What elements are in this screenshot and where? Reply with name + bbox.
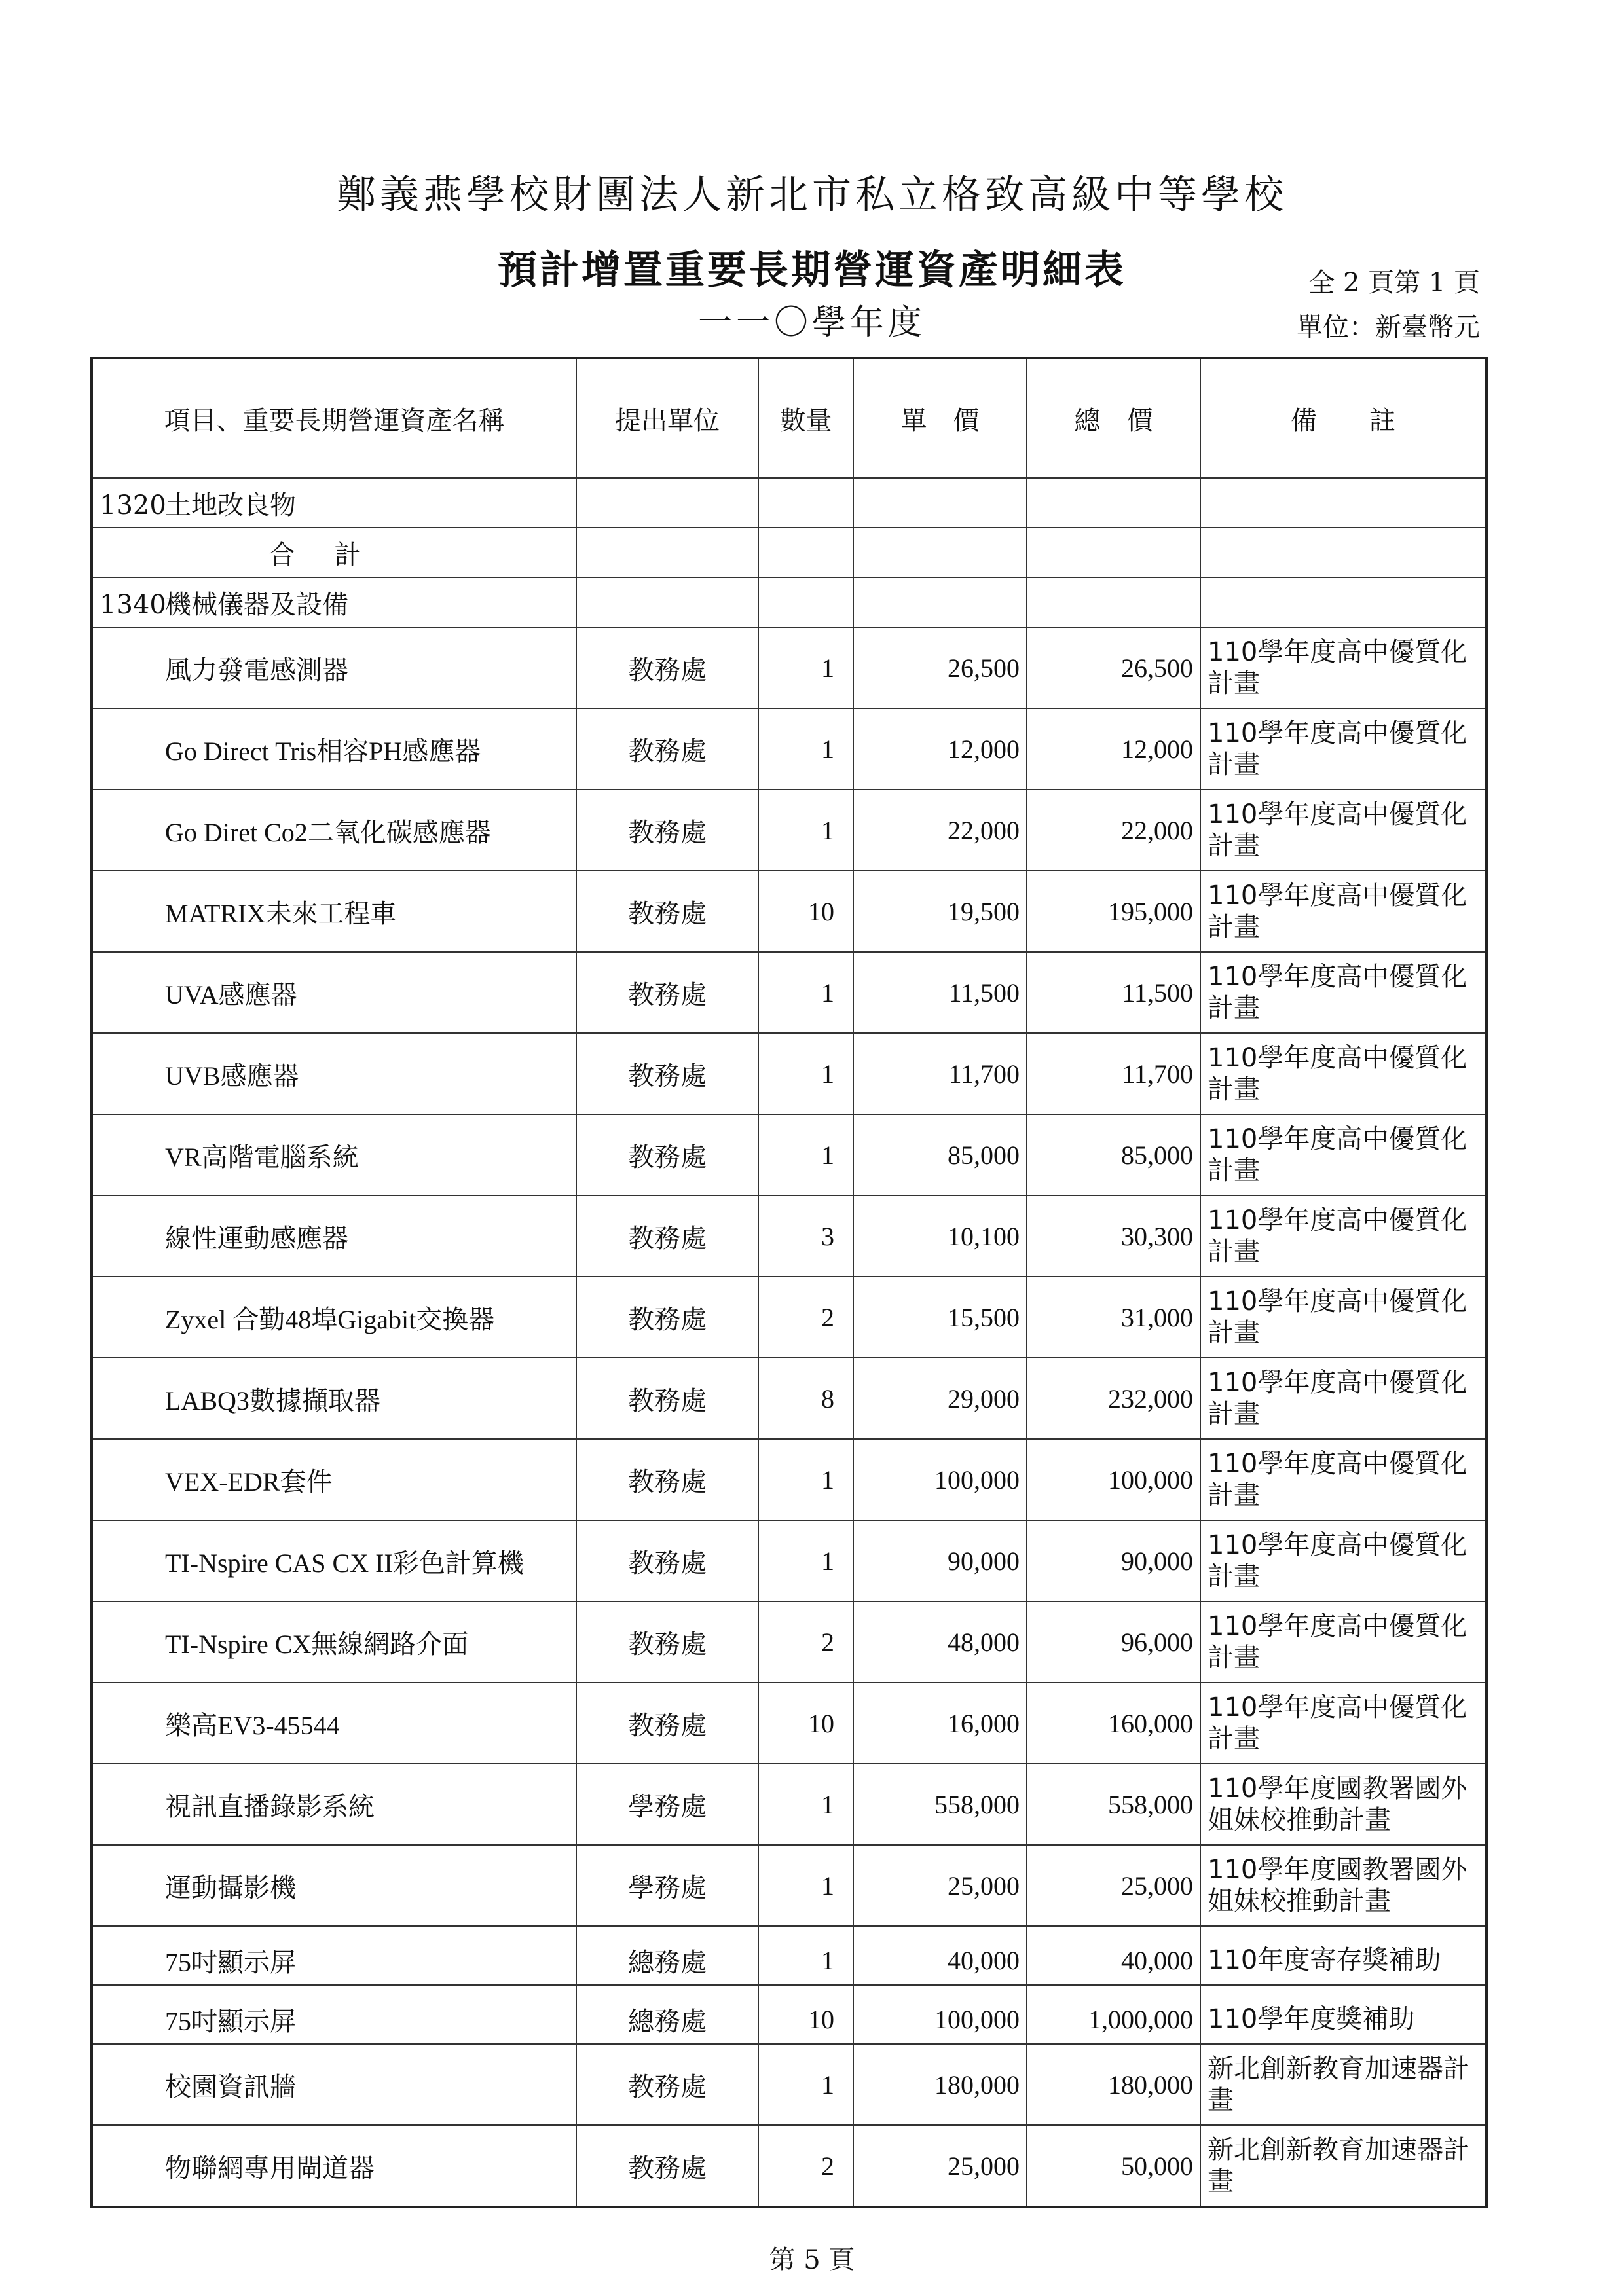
item-unit: 學務處 [576, 1764, 758, 1845]
table-row [92, 627, 1486, 708]
item-remark: 110學年度高中優質化計畫 [1200, 1520, 1486, 1601]
item-unit: 教務處 [576, 1601, 758, 1683]
item-name: UVB感應器 [92, 1033, 576, 1114]
item-unit: 教務處 [576, 871, 758, 952]
item-price: 11,700 [853, 1033, 1027, 1114]
currency-unit: 單位：新臺幣元 [1297, 312, 1480, 342]
item-price: 15,500 [853, 1277, 1027, 1358]
item-qty: 2 [758, 2125, 853, 2207]
item-unit: 教務處 [576, 1520, 758, 1601]
item-price: 25,000 [853, 2125, 1027, 2207]
item-unit: 教務處 [576, 1439, 758, 1520]
item-name: 75吋顯示屏 [92, 1985, 576, 2044]
item-price: 100,000 [853, 1439, 1027, 1520]
item-qty: 1 [758, 1033, 853, 1114]
item-price: 10,100 [853, 1195, 1027, 1277]
item-remark: 110學年度高中優質化計畫 [1200, 1114, 1486, 1195]
item-qty: 1 [758, 790, 853, 871]
item-price: 22,000 [853, 790, 1027, 871]
table-row [92, 1764, 1486, 1845]
section-label [92, 478, 576, 528]
item-name: 視訊直播錄影系統 [92, 1764, 576, 1845]
item-total: 11,500 [1027, 952, 1200, 1033]
item-total: 558,000 [1027, 1764, 1200, 1845]
item-remark: 110學年度高中優質化計畫 [1200, 708, 1486, 790]
table-row [92, 1520, 1486, 1601]
item-remark: 110學年度高中優質化計畫 [1200, 627, 1486, 708]
item-total: 50,000 [1027, 2125, 1200, 2207]
item-unit: 教務處 [576, 952, 758, 1033]
item-qty: 1 [758, 952, 853, 1033]
item-qty: 1 [758, 627, 853, 708]
item-total: 31,000 [1027, 1277, 1200, 1358]
table-row [92, 1439, 1486, 1520]
item-remark: 110學年度國教署國外姐妹校推動計畫 [1200, 1764, 1486, 1845]
item-unit: 教務處 [576, 708, 758, 790]
item-remark: 110學年度高中優質化計畫 [1200, 1601, 1486, 1683]
asset-table [90, 357, 1488, 2208]
item-total: 100,000 [1027, 1439, 1200, 1520]
item-remark: 新北創新教育加速器計畫 [1200, 2125, 1486, 2207]
item-name: MATRIX未來工程車 [92, 871, 576, 952]
table-row [92, 1195, 1486, 1277]
item-total: 30,300 [1027, 1195, 1200, 1277]
item-price: 29,000 [853, 1358, 1027, 1439]
item-total: 160,000 [1027, 1683, 1200, 1764]
item-price: 40,000 [853, 1926, 1027, 1985]
col-header-name: 項目、重要長期營運資產名稱 [92, 358, 576, 478]
col-header-unit: 提出單位 [576, 358, 758, 478]
item-name: TI-Nspire CAS CX II彩色計算機 [92, 1520, 576, 1601]
item-total: 85,000 [1027, 1114, 1200, 1195]
item-name: Zyxel 合勤48埠Gigabit交換器 [92, 1277, 576, 1358]
col-header-price: 單 價 [853, 358, 1027, 478]
item-total: 40,000 [1027, 1926, 1200, 1985]
section-label [92, 577, 576, 627]
item-unit: 教務處 [576, 790, 758, 871]
item-qty: 1 [758, 2044, 853, 2125]
table-row [92, 1926, 1486, 1985]
item-remark: 110學年度高中優質化計畫 [1200, 952, 1486, 1033]
item-name: 校園資訊牆 [92, 2044, 576, 2125]
item-total: 1,000,000 [1027, 1985, 1200, 2044]
item-name: Go Direct Tris相容PH感應器 [92, 708, 576, 790]
item-name: UVA感應器 [92, 952, 576, 1033]
item-qty: 10 [758, 1985, 853, 2044]
item-total: 11,700 [1027, 1033, 1200, 1114]
item-qty: 10 [758, 1683, 853, 1764]
item-total: 195,000 [1027, 871, 1200, 952]
item-name: 運動攝影機 [92, 1845, 576, 1926]
item-remark: 110學年度高中優質化計畫 [1200, 790, 1486, 871]
col-header-qty: 數量 [758, 358, 853, 478]
item-qty: 1 [758, 1114, 853, 1195]
table-row [92, 1033, 1486, 1114]
item-unit: 教務處 [576, 1033, 758, 1114]
item-unit: 教務處 [576, 2044, 758, 2125]
item-remark: 110學年度高中優質化計畫 [1200, 1683, 1486, 1764]
subtotal-label: 合計 [92, 528, 576, 577]
table-row [92, 2125, 1486, 2207]
item-price: 558,000 [853, 1764, 1027, 1845]
item-price: 25,000 [853, 1845, 1027, 1926]
item-price: 100,000 [853, 1985, 1027, 2044]
item-name: 物聯網專用閘道器 [92, 2125, 576, 2207]
section-row-1320 [92, 478, 1486, 528]
item-unit: 教務處 [576, 1195, 758, 1277]
section-code: 1320 [100, 490, 166, 520]
item-total: 232,000 [1027, 1358, 1200, 1439]
item-name: 75吋顯示屏 [92, 1926, 576, 1985]
item-unit: 總務處 [576, 1926, 758, 1985]
item-qty: 2 [758, 1601, 853, 1683]
table-row [92, 1985, 1486, 2044]
item-total: 12,000 [1027, 708, 1200, 790]
item-unit: 教務處 [576, 627, 758, 708]
subtotal-row [92, 528, 1486, 577]
item-qty: 1 [758, 1845, 853, 1926]
table-header-row [92, 358, 1486, 478]
col-header-remark: 備 註 [1200, 358, 1486, 478]
item-price: 26,500 [853, 627, 1027, 708]
item-name: Go Diret Co2二氧化碳感應器 [92, 790, 576, 871]
item-unit: 學務處 [576, 1845, 758, 1926]
academic-year: 一一〇學年度 [697, 303, 926, 342]
item-price: 85,000 [853, 1114, 1027, 1195]
item-unit: 教務處 [576, 2125, 758, 2207]
item-name: VEX-EDR套件 [92, 1439, 576, 1520]
item-price: 11,500 [853, 952, 1027, 1033]
item-remark: 110學年度高中優質化計畫 [1200, 1033, 1486, 1114]
item-price: 180,000 [853, 2044, 1027, 2125]
section-code: 1340 [100, 589, 166, 620]
item-name: LABQ3數據擷取器 [92, 1358, 576, 1439]
table-row [92, 1601, 1486, 1683]
table-row [92, 871, 1486, 952]
item-name: VR高階電腦系統 [92, 1114, 576, 1195]
col-header-total: 總 價 [1027, 358, 1200, 478]
item-unit: 教務處 [576, 1358, 758, 1439]
table-row [92, 708, 1486, 790]
item-total: 180,000 [1027, 2044, 1200, 2125]
table-row [92, 2044, 1486, 2125]
item-remark: 110年度寄存獎補助 [1200, 1926, 1486, 1985]
item-qty: 1 [758, 1926, 853, 1985]
item-price: 90,000 [853, 1520, 1027, 1601]
table-row [92, 1845, 1486, 1926]
item-price: 16,000 [853, 1683, 1027, 1764]
table-row [92, 790, 1486, 871]
item-remark: 110學年度高中優質化計畫 [1200, 1195, 1486, 1277]
item-unit: 總務處 [576, 1985, 758, 2044]
item-name: 線性運動感應器 [92, 1195, 576, 1277]
item-qty: 10 [758, 871, 853, 952]
item-remark: 110學年度高中優質化計畫 [1200, 1439, 1486, 1520]
item-remark: 110學年度高中優質化計畫 [1200, 1358, 1486, 1439]
item-total: 22,000 [1027, 790, 1200, 871]
item-total: 26,500 [1027, 627, 1200, 708]
item-total: 25,000 [1027, 1845, 1200, 1926]
item-qty: 1 [758, 708, 853, 790]
table-row [92, 952, 1486, 1033]
table-row [92, 1114, 1486, 1195]
item-total: 96,000 [1027, 1601, 1200, 1683]
item-remark: 110學年度高中優質化計畫 [1200, 1277, 1486, 1358]
item-price: 19,500 [853, 871, 1027, 952]
item-price: 12,000 [853, 708, 1027, 790]
item-qty: 2 [758, 1277, 853, 1358]
item-price: 48,000 [853, 1601, 1027, 1683]
section-name: 土地改良物 [165, 490, 296, 520]
item-name: 風力發電感測器 [92, 627, 576, 708]
table-row [92, 1358, 1486, 1439]
section-row-1340 [92, 577, 1486, 627]
item-remark: 110學年度獎補助 [1200, 1985, 1486, 2044]
table-row [92, 1683, 1486, 1764]
item-qty: 1 [758, 1764, 853, 1845]
section-name: 機械儀器及設備 [165, 589, 348, 620]
item-remark: 110學年度高中優質化計畫 [1200, 871, 1486, 952]
report-title: 預計增置重要長期營運資產明細表 [498, 247, 1126, 293]
table-row [92, 1277, 1486, 1358]
org-title: 鄭義燕學校財團法人新北市私立格致高級中等學校 [337, 172, 1287, 218]
page-number: 第 5 頁 [769, 2245, 855, 2275]
item-unit: 教務處 [576, 1683, 758, 1764]
item-remark: 110學年度國教署國外姐妹校推動計畫 [1200, 1845, 1486, 1926]
item-total: 90,000 [1027, 1520, 1200, 1601]
item-name: TI-Nspire CX無線網路介面 [92, 1601, 576, 1683]
item-remark: 新北創新教育加速器計畫 [1200, 2044, 1486, 2125]
item-qty: 1 [758, 1520, 853, 1601]
item-qty: 3 [758, 1195, 853, 1277]
item-qty: 8 [758, 1358, 853, 1439]
item-unit: 教務處 [576, 1114, 758, 1195]
item-name: 樂高EV3-45544 [92, 1683, 576, 1764]
page-info: 全 2 頁第 1 頁 [1308, 268, 1480, 298]
item-qty: 1 [758, 1439, 853, 1520]
item-unit: 教務處 [576, 1277, 758, 1358]
